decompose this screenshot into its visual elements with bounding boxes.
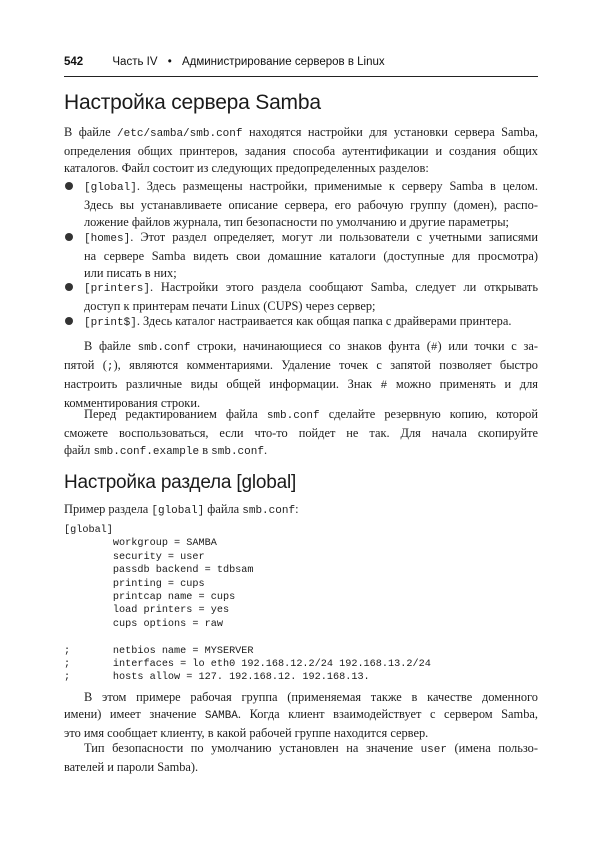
running-header xyxy=(64,56,538,74)
workgroup-paragraph: В этом примере рабочая группа (применяемая также в качестве доменного имени) имеет значение SAMBA. Когда клиент взаимодействует с сервером Samba, это имя сообщает клиенту, в какой рабочей группе находится сервер. xyxy=(64,690,538,740)
bullet-icon xyxy=(65,182,73,190)
header-rule xyxy=(64,76,538,77)
example-intro: Пример раздела [global] файла smb.conf: xyxy=(64,502,299,517)
comments-paragraph: В файле smb.conf строки, начинающиеся со знаков фунта (#) или точки с за- пятой (;), являются комментариями. Удаление точек с запятой позволяет быстро настроить различные виды общей информации. Знак # можно применять и для комментирования строки. xyxy=(64,339,539,410)
code-block: [global] workgroup = SAMBA security = user passdb backend = tdbsam printing = cups printcap name = cups load printers = yes cups options = raw ; netbios name = MYSERVER ; interfaces = lo eth0 192.168.12.2/24 192.168.13.2/24 ; hosts allow = 127. 192.168.12. 192.168.13. xyxy=(64,525,431,684)
security-paragraph: Тип безопасности по умолчанию установлен на значение user (имена пользо- вателей и пароли Samba). xyxy=(64,741,538,774)
subsection-title: Настройка раздела [global] xyxy=(64,472,297,493)
bullet-icon xyxy=(65,317,73,325)
list-item: [print$]. Здесь каталог настраивается как общая папка с драйверами принтера. xyxy=(64,313,538,332)
header-separator: • xyxy=(167,56,172,68)
smb-conf-path: /etc/samba/smb.conf xyxy=(117,128,243,140)
list-item: [printers]. Настройки этого раздела сообщают Samba, следует ли открывать доступ к принтерам печати Linux (CUPS) через сервер; xyxy=(64,279,538,315)
part-title: Администрирование серверов в Linux xyxy=(181,56,385,68)
bullet-icon xyxy=(65,233,73,241)
part-label: Часть IV xyxy=(112,56,158,68)
section-tag: [printers] xyxy=(84,283,151,295)
backup-paragraph: Перед редактированием файла smb.conf сделайте резервную копию, которой сможете воспользоваться, если что-то пойдет не так. Для начала скопируйте файл smb.conf.example в smb.conf. xyxy=(64,407,538,458)
section-tag: [global] xyxy=(84,182,137,194)
intro-paragraph: В файле /etc/samba/smb.conf находятся настройки для установки сервера Samba, определения общих принтеров, задания способа аутентификации и создания общих каталогов. Файл состоит из следующих предопределенных разделов: xyxy=(64,125,538,175)
section-title: Настройка сервера Samba xyxy=(64,91,321,114)
list-item: [global]. Здесь размещены настройки, применимые к серверу Samba в целом. Здесь вы устанавливаете описание сервера, его рабочую группу (домен), распо- ложение файлов журнала, тип безопасности по умолчанию и другие параметры; xyxy=(64,178,538,231)
list-item: [homes]. Этот раздел определяет, могут ли пользователи с учетными записями на сервере Samba видеть свои домашние каталоги (доступные для просмотра) или писать в них; xyxy=(64,229,538,282)
section-tag: [homes] xyxy=(84,233,131,245)
page-number: 542 xyxy=(64,56,84,68)
bullet-icon xyxy=(65,283,73,291)
section-tag: [print$] xyxy=(84,317,137,329)
